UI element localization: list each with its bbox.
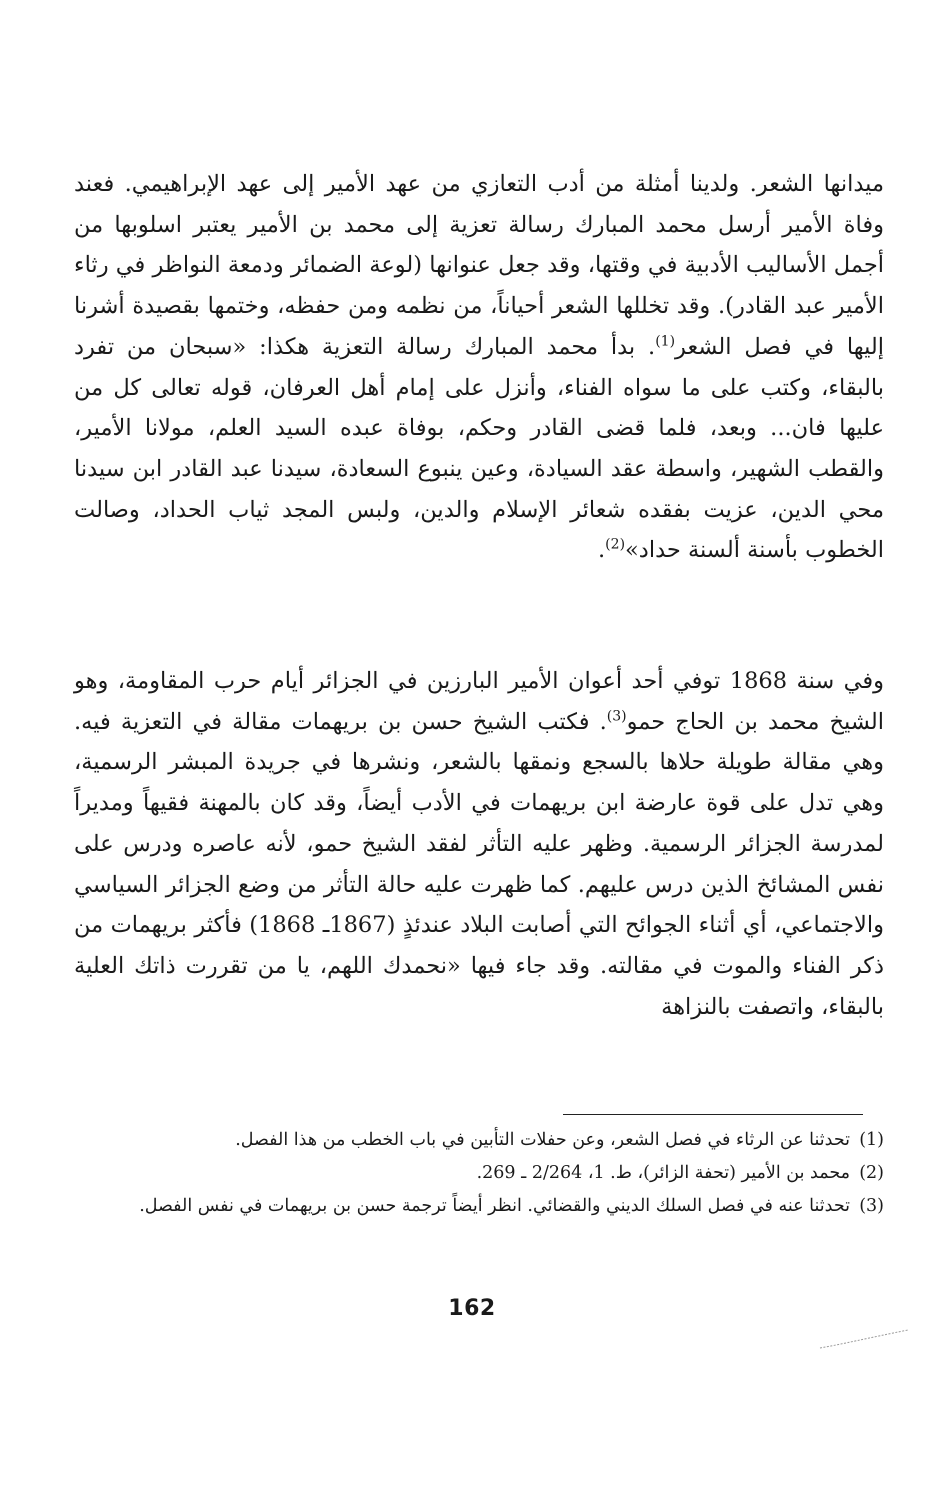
- footnote-1: [74, 1124, 884, 1157]
- paragraph-1-text-c: .: [598, 537, 606, 564]
- paragraph-2-text-b: . فكتب الشيخ حسن بن بريهمات مقالة في التعزية فيه. وهي مقالة طويلة حلاها بالسجع ونمقها بالشعر، ونشرها في جريدة المبشر الرسمية، وهي تدل على قوة عارضة ابن بريهمات في الأدب أيضاً، وقد كان بالمهنة فقيهاً ومديراً لمدرسة الجزائر الرسمية. وظهر عليه التأثر لفقد الشيخ حمو، لأنه عاصره ودرس على نفس المشائخ الذين درس عليهم. كما ظهرت عليه حالة التأثر من وضع الجزائر السياسي والاجتماعي، أي أثناء الجوائح التي أصابت البلاد عندئذٍ (1867ـ 1868) فأكثر بريهمات من ذكر الفناء والموت في مقالته. وقد جاء فيها «نحمدك اللهم، يا من تقررت ذاتك العلية بالبقاء، واتصفت بالنزاهة: [74, 708, 885, 1020]
- footnote-separator: [563, 1114, 863, 1115]
- footnote-2: [74, 1157, 884, 1190]
- footnote-1-number: (1): [859, 1130, 884, 1150]
- footnote-1-text: تحدثنا عن الرثاء في فصل الشعر، وعن حفلات التأبين في باب الخطب من هذا الفصل.: [235, 1130, 850, 1150]
- footnotes: [74, 1124, 884, 1223]
- paragraph-1-text-a: ميدانها الشعر. ولدينا أمثلة من أدب التعازي من عهد الأمير إلى عهد الإبراهيمي. فعند وفاة الأمير أرسل محمد المبارك رسالة تعزية إلى محمد بن الأمير يعتبر اسلوبها من أجمل الأساليب الأدبية في وقتها، وقد جعل عنوانها (لوعة الضمائر ودمعة النواظر في رثاء الأمير عبد القادر). وقد تخللها الشعر أحياناً، من نظمه ومن حفظه، وختمها بقصيدة أشرنا إليها في فصل الشعر: [74, 171, 884, 360]
- footnote-3: [74, 1190, 884, 1223]
- page-number: 162: [448, 1296, 496, 1321]
- scan-artifact-mark: [818, 1326, 913, 1352]
- footnote-2-text: محمد بن الأمير (تحفة الزائر)، ط. 1، 2/264 ـ 269.: [476, 1163, 850, 1183]
- paragraph-2-text-a: وفي سنة 1868 توفي أحد أعوان الأمير البارزين في الجزائر أيام حرب المقاومة، وهو الشيخ محمد بن الحاج حمو: [74, 668, 884, 735]
- footnote-2-number: (2): [859, 1163, 884, 1183]
- footnote-ref-1[interactable]: (1): [655, 333, 676, 350]
- footnote-ref-2[interactable]: (2): [605, 536, 626, 553]
- footnote-3-text: تحدثنا عنه في فصل السلك الديني والقضائي. انظر أيضاً ترجمة حسن بن بريهمات في نفس الفصل.: [139, 1196, 850, 1216]
- footnote-3-number: (3): [859, 1196, 884, 1216]
- paragraph-1-text-b: . بدأ محمد المبارك رسالة التعزية هكذا: «سبحان من تفرد بالبقاء، وكتب على ما سواه الفناء، وأنزل على إمام أهل العرفان، قوله تعالى كل من عليها فان... وبعد، فلما قضى القادر وحكم، بوفاة عبده السيد العلم، مولانا الأمير، والقطب الشهير، واسطة عقد السيادة، وعين ينبوع السعادة، سيدنا عبد القادر ابن سيدنا محي الدين، عزيت بفقده شعائر الإسلام والدين، ولبس المجد ثياب الحداد، وصالت الخطوب بأسنة ألسنة حداد»: [74, 333, 884, 564]
- paragraph-1: [74, 164, 884, 571]
- footnote-ref-3[interactable]: (3): [606, 708, 627, 725]
- paragraph-2: [74, 661, 884, 1027]
